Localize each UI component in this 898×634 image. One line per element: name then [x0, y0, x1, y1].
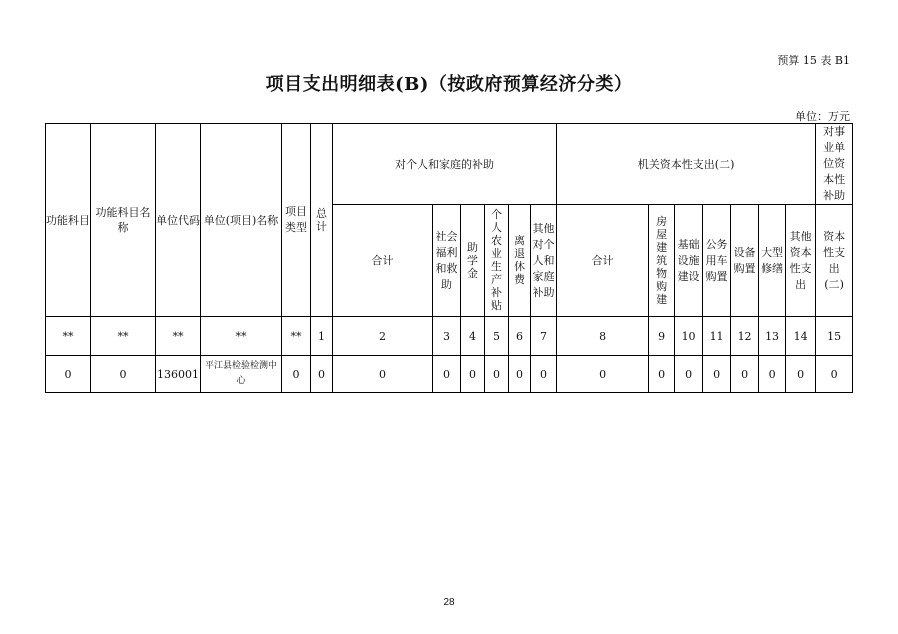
data-cell: 0	[759, 356, 786, 393]
data-cell: 0	[531, 356, 557, 393]
index-cell: 12	[731, 317, 759, 356]
index-cell: 11	[703, 317, 731, 356]
header-enterprise-capital-group: 对事业单位资本性补助	[816, 124, 853, 205]
data-cell: 0	[433, 356, 461, 393]
data-cell: 0	[485, 356, 509, 393]
index-cell: 9	[649, 317, 675, 356]
header-capital-subtotal: 合计	[557, 205, 649, 317]
header-capital-exp-2: 资本性支出(二)	[816, 205, 853, 317]
header-personal-subsidy-group: 对个人和家庭的补助	[333, 124, 557, 205]
index-cell: 8	[557, 317, 649, 356]
header-other-personal: 其他对个人和家庭补助	[531, 205, 557, 317]
index-cell: 2	[333, 317, 433, 356]
index-cell: **	[282, 317, 311, 356]
header-total: 总计	[311, 124, 333, 317]
data-cell: 0	[703, 356, 731, 393]
header-major-repair: 大型修缮	[759, 205, 786, 317]
expenditure-table	[45, 123, 853, 393]
data-cell: 136001	[156, 356, 201, 393]
data-cell: 0	[649, 356, 675, 393]
data-cell: 0	[46, 356, 91, 393]
index-cell: 10	[675, 317, 703, 356]
header-agri-subsidy: 个人农业生产补贴	[485, 205, 509, 317]
index-cell: 13	[759, 317, 786, 356]
header-personal-subtotal: 合计	[333, 205, 433, 317]
data-cell: 0	[557, 356, 649, 393]
page-number: 28	[443, 597, 455, 608]
header-building: 房屋建筑物购建	[649, 205, 675, 317]
header-project-type: 项目类型	[282, 124, 311, 317]
data-cell: 0	[91, 356, 156, 393]
index-cell: **	[201, 317, 282, 356]
data-cell: 0	[282, 356, 311, 393]
index-cell: 7	[531, 317, 557, 356]
header-official-vehicle: 公务用车购置	[703, 205, 731, 317]
header-scholarship: 助学金	[461, 205, 485, 317]
index-cell: 14	[786, 317, 816, 356]
index-cell: 5	[485, 317, 509, 356]
data-cell: 0	[311, 356, 333, 393]
index-cell: **	[91, 317, 156, 356]
data-cell: 0	[509, 356, 531, 393]
index-cell: **	[156, 317, 201, 356]
index-cell: 15	[816, 317, 853, 356]
header-func-name: 功能科目名称	[91, 124, 156, 317]
header-capital-expense-group: 机关资本性支出(二)	[557, 124, 816, 205]
index-cell: 3	[433, 317, 461, 356]
form-code: 预算 15 表 B1	[777, 54, 850, 67]
header-func-code: 功能科目	[46, 124, 91, 317]
data-cell: 0	[786, 356, 816, 393]
data-cell: 0	[675, 356, 703, 393]
data-cell: 0	[333, 356, 433, 393]
header-other-capital: 其他资本性支出	[786, 205, 816, 317]
header-unit-name: 单位(项目)名称	[201, 124, 282, 317]
unit-label: 单位：万元	[795, 110, 850, 123]
data-cell: 0	[731, 356, 759, 393]
index-cell: **	[46, 317, 91, 356]
index-cell: 1	[311, 317, 333, 356]
data-cell-unit-name: 平江县检验检测中心	[201, 356, 282, 393]
page-title: 项目支出明细表(B)（按政府预算经济分类）	[265, 74, 633, 95]
header-social-welfare: 社会福利和救助	[433, 205, 461, 317]
index-cell: 6	[509, 317, 531, 356]
index-row	[46, 317, 853, 356]
header-equipment: 设备购置	[731, 205, 759, 317]
header-retirement: 离退休费	[509, 205, 531, 317]
data-cell: 0	[461, 356, 485, 393]
header-unit-code: 单位代码	[156, 124, 201, 317]
index-cell: 4	[461, 317, 485, 356]
header-infrastructure: 基础设施建设	[675, 205, 703, 317]
data-cell: 0	[816, 356, 853, 393]
table-row	[46, 356, 853, 393]
